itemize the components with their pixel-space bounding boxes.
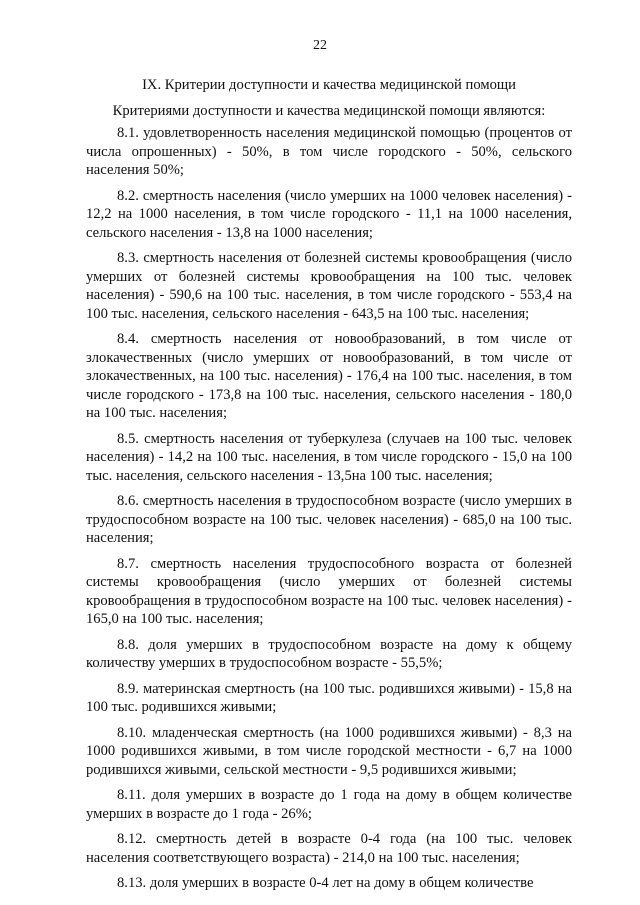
criteria-item-8-9: 8.9. материнская смертность (на 100 тыс. родившихся живыми) - 15,8 на 100 тыс. родившихся живыми; [86,680,572,715]
page-number: 22 [313,38,327,53]
criteria-item-8-4: 8.4. смертность населения от новообразований, в том числе от злокачественных (число умерших от новообразований, в том числе от злокачественных, на 100 тыс. населения) - 176,4 на 100 тыс. населения, в том числе городского - 173,8 на 100 тыс. населения, сельского населения - 180,0 на 100 тыс. населения; [86,331,572,421]
section-heading: IX. Критерии доступности и качества медицинской помощи [142,77,516,93]
criteria-item-8-6: 8.6. смертность населения в трудоспособном возрасте (число умерших в трудоспособном возрасте на 100 тыс. человек населения) - 685,0 на 100 тыс. населения; [86,493,572,546]
criteria-list [86,124,572,900]
intro-line: Критериями доступности и качества медицинской помощи являются: [112,103,546,119]
criteria-item-8-10: 8.10. младенческая смертность (на 1000 родившихся живыми) - 8,3 на 1000 родившихся живыми, в том числе городской местности - 6,7 на 1000 родившихся живыми, сельской местности - 9,5 родившихся живыми; [86,724,572,778]
criteria-item-8-11: 8.11. доля умерших в возрасте до 1 года на дому в общем количестве умерших в возрасте до 1 года - 26%; [86,787,572,822]
criteria-item-8-3: 8.3. смертность населения от болезней системы кровообращения (число умерших от болезней системы кровообращения на 100 тыс. человек населения) - 590,6 на 100 тыс. населения, в том числе городского - 553,4 на 100 тыс. населения, сельского населения - 643,5 на 100 тыс. населения; [86,250,572,322]
criteria-item-8-5: 8.5. смертность населения от туберкулеза (случаев на 100 тыс. человек населения) - 14,2 на 100 тыс. населения, в том числе городского - 15,0 на 100 тыс. населения, сельского населения - 13,5на 100 тыс. населения; [86,430,572,484]
criteria-item-8-1: 8.1. удовлетворенность населения медицинской помощью (процентов от числа опрошенных) - 50%, в том числе городского - 50%, сельского населения 50%; [86,125,572,178]
criteria-item-8-7: 8.7. смертность населения трудоспособного возраста от болезней системы кровообращения (число умерших от болезней системы кровообращения в трудоспособном возрасте на 100 тыс. человек населения) - 165,0 на 100 тыс. населения; [86,555,572,627]
criteria-item-8-12: 8.12. смертность детей в возрасте 0-4 года (на 100 тыс. человек населения соответствующего возраста) - 214,0 на 100 тыс. населения; [86,831,572,866]
criteria-item-8-2: 8.2. смертность населения (число умерших на 1000 человек населения) - 12,2 на 1000 населения, в том числе городского - 11,1 на 1000 населения, сельского населения - 13,8 на 1000 населения; [86,187,572,241]
criteria-item-8-13: 8.13. доля умерших в возрасте 0-4 лет на дому в общем количестве [117,875,534,891]
criteria-item-8-8: 8.8. доля умерших в трудоспособном возрасте на дому к общему количеству умерших в трудоспособном возрасте - 55,5%; [86,636,572,671]
